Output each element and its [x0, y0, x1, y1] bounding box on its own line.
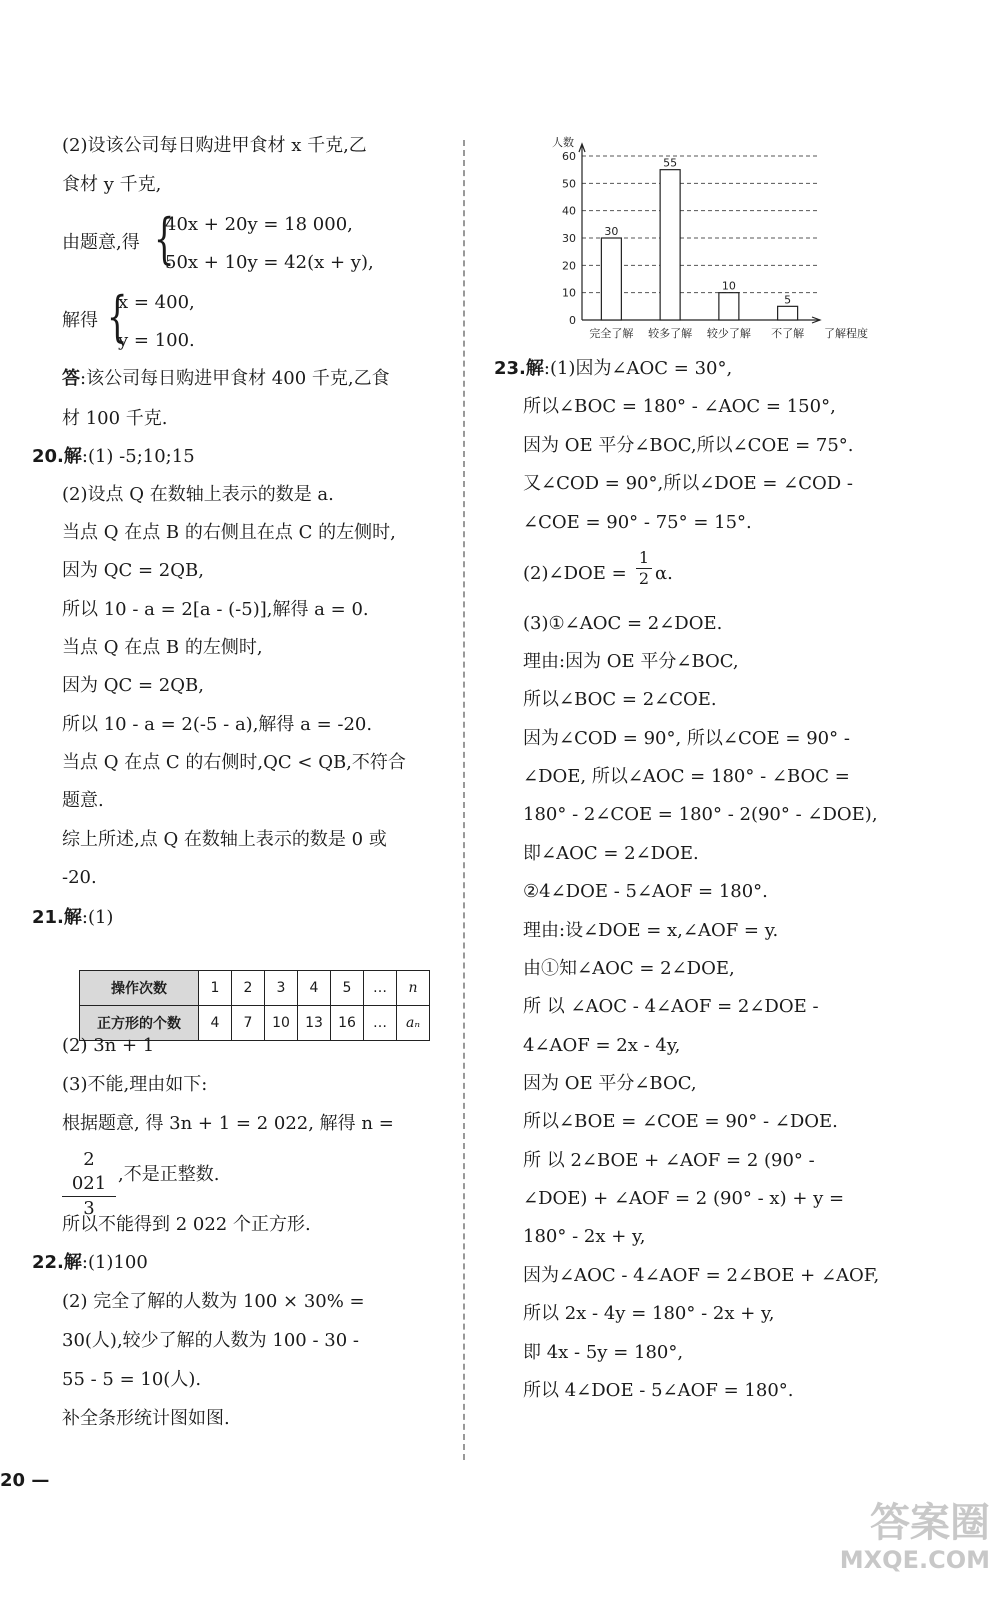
table-header-cell: 操作次数: [80, 971, 199, 1006]
q23-line-8: 理由:因为 OE 平分∠BOC,: [523, 651, 739, 672]
q20-line-10: 题意.: [62, 790, 104, 811]
q20-line-2: (2)设点 Q 在数轴上表示的数是 a.: [62, 484, 334, 505]
q21-jie: 解: [63, 907, 82, 928]
q23-jie: 解: [525, 358, 544, 379]
q23-line-18: 4∠AOF = 2x - 4y,: [523, 1035, 681, 1056]
q21-line-5: ,不是正整数.: [118, 1164, 220, 1185]
table-cell: 16: [331, 1006, 364, 1041]
operations-table: [79, 970, 430, 1041]
bar-chart: [540, 130, 880, 348]
q23-line-20: 所以∠BOE = ∠COE = 90° - ∠DOE.: [523, 1111, 838, 1132]
q20-line-12: -20.: [62, 867, 97, 888]
q19-eq2: 50x + 10y = 42(x + y),: [165, 252, 374, 273]
bar: [719, 293, 739, 320]
table-cell: 3: [265, 971, 298, 1006]
q23-line-13: 即∠AOC = 2∠DOE.: [523, 843, 699, 864]
table-cell: 13: [298, 1006, 331, 1041]
y-tick-label: 10: [562, 286, 576, 300]
q21-number: 21.: [32, 907, 64, 928]
q19-s2: y = 100.: [118, 330, 195, 351]
left-brace-icon: {: [106, 285, 128, 348]
q23-line-24: 因为∠AOC - 4∠AOF = 2∠BOE + ∠AOF,: [523, 1265, 880, 1286]
fraction-denominator: 3: [83, 1198, 95, 1219]
q19-solve: 解得: [62, 310, 98, 331]
q20-number: 20.: [32, 446, 64, 467]
table-cell: 1: [199, 971, 232, 1006]
fraction-numerator: 1: [636, 548, 652, 569]
q20-line-4: 因为 QC = 2QB,: [62, 560, 204, 581]
q23-line-15: 理由:设∠DOE = x,∠AOF = y.: [523, 920, 779, 941]
watermark-logo: 答案圈: [870, 1500, 990, 1546]
x-tick-label: 不了解: [771, 327, 805, 340]
q23-line-23: 180° - 2x + y,: [523, 1226, 646, 1247]
q23-line-21: 所 以 2∠BOE + ∠AOF = 2 (90° -: [523, 1150, 815, 1171]
fraction: [62, 1148, 116, 1221]
q22-line-3: 30(人),较少了解的人数为 100 - 30 -: [62, 1330, 359, 1351]
x-axis-label: 了解程度: [824, 327, 868, 340]
q20-line-7: 因为 QC = 2QB,: [62, 675, 204, 696]
q19-line-1: (2)设该公司每日购进甲食材 x 千克,乙: [62, 135, 367, 156]
q23-line-3: 因为 OE 平分∠BOC,所以∠COE = 75°.: [523, 435, 854, 456]
x-tick-label: 完全了解: [589, 327, 634, 340]
table-cell: aₙ: [397, 1006, 430, 1041]
q22-line-5: 补全条形统计图如图.: [62, 1408, 230, 1429]
watermark-url: MXQE.COM: [839, 1546, 990, 1574]
y-tick-label: 30: [562, 232, 576, 245]
fraction-numerator: 2 021: [62, 1148, 116, 1197]
y-tick-label: 60: [562, 150, 576, 163]
q23-line-6b: α.: [655, 563, 673, 584]
q19-by: 由题意,得: [62, 232, 140, 253]
bar: [660, 170, 680, 320]
q23-line-17: 所 以 ∠AOC - 4∠AOF = 2∠DOE -: [523, 996, 819, 1017]
q23-line-11: ∠DOE, 所以∠AOC = 180° - ∠BOC =: [523, 766, 850, 787]
watermark: [840, 1500, 990, 1574]
q23-line-26: 即 4x - 5y = 180°,: [523, 1342, 684, 1363]
table-cell: 4: [199, 1006, 232, 1041]
q19-line-2: 食材 y 千克,: [62, 174, 162, 195]
y-tick-label: 20: [562, 259, 576, 273]
x-tick-label: 较少了解: [706, 327, 751, 340]
x-tick-label: 较多了解: [648, 327, 693, 340]
q19-eq1: 40x + 20y = 18 000,: [165, 214, 353, 235]
q20-line-1: 20.解:(1) -5;10;15: [32, 446, 195, 467]
page-number: 20 —: [0, 1470, 50, 1491]
q23-line-10: 因为∠COD = 90°, 所以∠COE = 90° -: [523, 728, 850, 749]
left-brace-icon: {: [153, 207, 175, 270]
q19-s1: x = 400,: [118, 292, 195, 313]
bar-value-label: 55: [663, 156, 678, 170]
q22-line-1: 22.解:(1)100: [32, 1252, 148, 1273]
column-divider: [463, 140, 465, 1460]
answer-label: 答: [62, 368, 80, 389]
q23-line-5: ∠COE = 90° - 75° = 15°.: [523, 512, 752, 533]
y-tick-label: 50: [562, 177, 576, 191]
bar-value-label: 10: [721, 279, 736, 293]
q23-line-19: 因为 OE 平分∠BOC,: [523, 1073, 697, 1094]
q20-line-6: 当点 Q 在点 B 的左侧时,: [62, 637, 263, 658]
q21-line-2: (2) 3n + 1: [62, 1035, 155, 1056]
bar: [601, 238, 621, 320]
q23-line-27: 所以 4∠DOE - 5∠AOF = 180°.: [523, 1380, 794, 1401]
q23-number: 23.: [494, 358, 526, 379]
q23-line-6a: (2)∠DOE =: [523, 563, 627, 584]
q20-line-8: 所以 10 - a = 2(-5 - a),解得 a = -20.: [62, 714, 373, 735]
q20-line-5: 所以 10 - a = 2[a - (-5)],解得 a = 0.: [62, 599, 369, 620]
q23-line-12: 180° - 2∠COE = 180° - 2(90° - ∠DOE),: [523, 804, 878, 825]
q23-line-4: 又∠COD = 90°,所以∠DOE = ∠COD -: [523, 473, 853, 494]
y-axis-label: 人数: [552, 136, 574, 149]
y-tick-label: 0: [569, 314, 576, 327]
q21-line-3: (3)不能,理由如下:: [62, 1074, 208, 1095]
table-cell: 7: [232, 1006, 265, 1041]
q20-line-11: 综上所述,点 Q 在数轴上表示的数是 0 或: [62, 829, 387, 850]
table-header-cell: 正方形的个数: [80, 1006, 199, 1041]
bar-value-label: 30: [604, 225, 619, 238]
q21-line-6: 所以不能得到 2 022 个正方形.: [62, 1214, 311, 1235]
table-cell: 10: [265, 1006, 298, 1041]
q20-line-9: 当点 Q 在点 C 的右侧时,QC < QB,不符合: [62, 752, 406, 773]
table-cell: 5: [331, 971, 364, 1006]
table-cell: 2: [232, 971, 265, 1006]
y-tick-label: 40: [562, 204, 576, 218]
table-cell: 4: [298, 971, 331, 1006]
q22-number: 22.: [32, 1252, 64, 1273]
table-cell: n: [397, 971, 430, 1006]
q20-jie: 解: [63, 446, 82, 467]
q22-line-4: 55 - 5 = 10(人).: [62, 1369, 202, 1390]
q23-line-9: 所以∠BOC = 2∠COE.: [523, 689, 717, 710]
q22-line-2: (2) 完全了解的人数为 100 × 30% =: [62, 1291, 365, 1312]
q23-line-7: (3)①∠AOC = 2∠DOE.: [523, 613, 723, 634]
q23-line-22: ∠DOE) + ∠AOF = 2 (90° - x) + y =: [523, 1188, 845, 1209]
q23-line-16: 由①知∠AOC = 2∠DOE,: [523, 958, 735, 979]
q21-line-4: 根据题意, 得 3n + 1 = 2 022, 解得 n =: [62, 1113, 394, 1134]
q19-answer: 答:该公司每日购进甲食材 400 千克,乙食: [62, 368, 390, 389]
fraction-denominator: 2: [638, 569, 650, 588]
q20-line-3: 当点 Q 在点 B 的右侧且在点 C 的左侧时,: [62, 522, 396, 543]
table-row: [80, 971, 430, 1006]
fraction: [636, 548, 652, 589]
q23-line-25: 所以 2x - 4y = 180° - 2x + y,: [523, 1303, 775, 1324]
table-cell: …: [364, 1006, 397, 1041]
q21-line-1: 21.解:(1): [32, 907, 114, 928]
bar: [778, 306, 798, 320]
q23-line-14: ②4∠DOE - 5∠AOF = 180°.: [523, 881, 768, 902]
q22-jie: 解: [63, 1252, 82, 1273]
q19-answer-2: 材 100 千克.: [62, 408, 168, 429]
q23-line-2: 所以∠BOC = 180° - ∠AOC = 150°,: [523, 396, 836, 417]
table-cell: …: [364, 971, 397, 1006]
bar-value-label: 5: [784, 293, 792, 307]
q23-line-1: 23.解:(1)因为∠AOC = 30°,: [494, 358, 733, 379]
